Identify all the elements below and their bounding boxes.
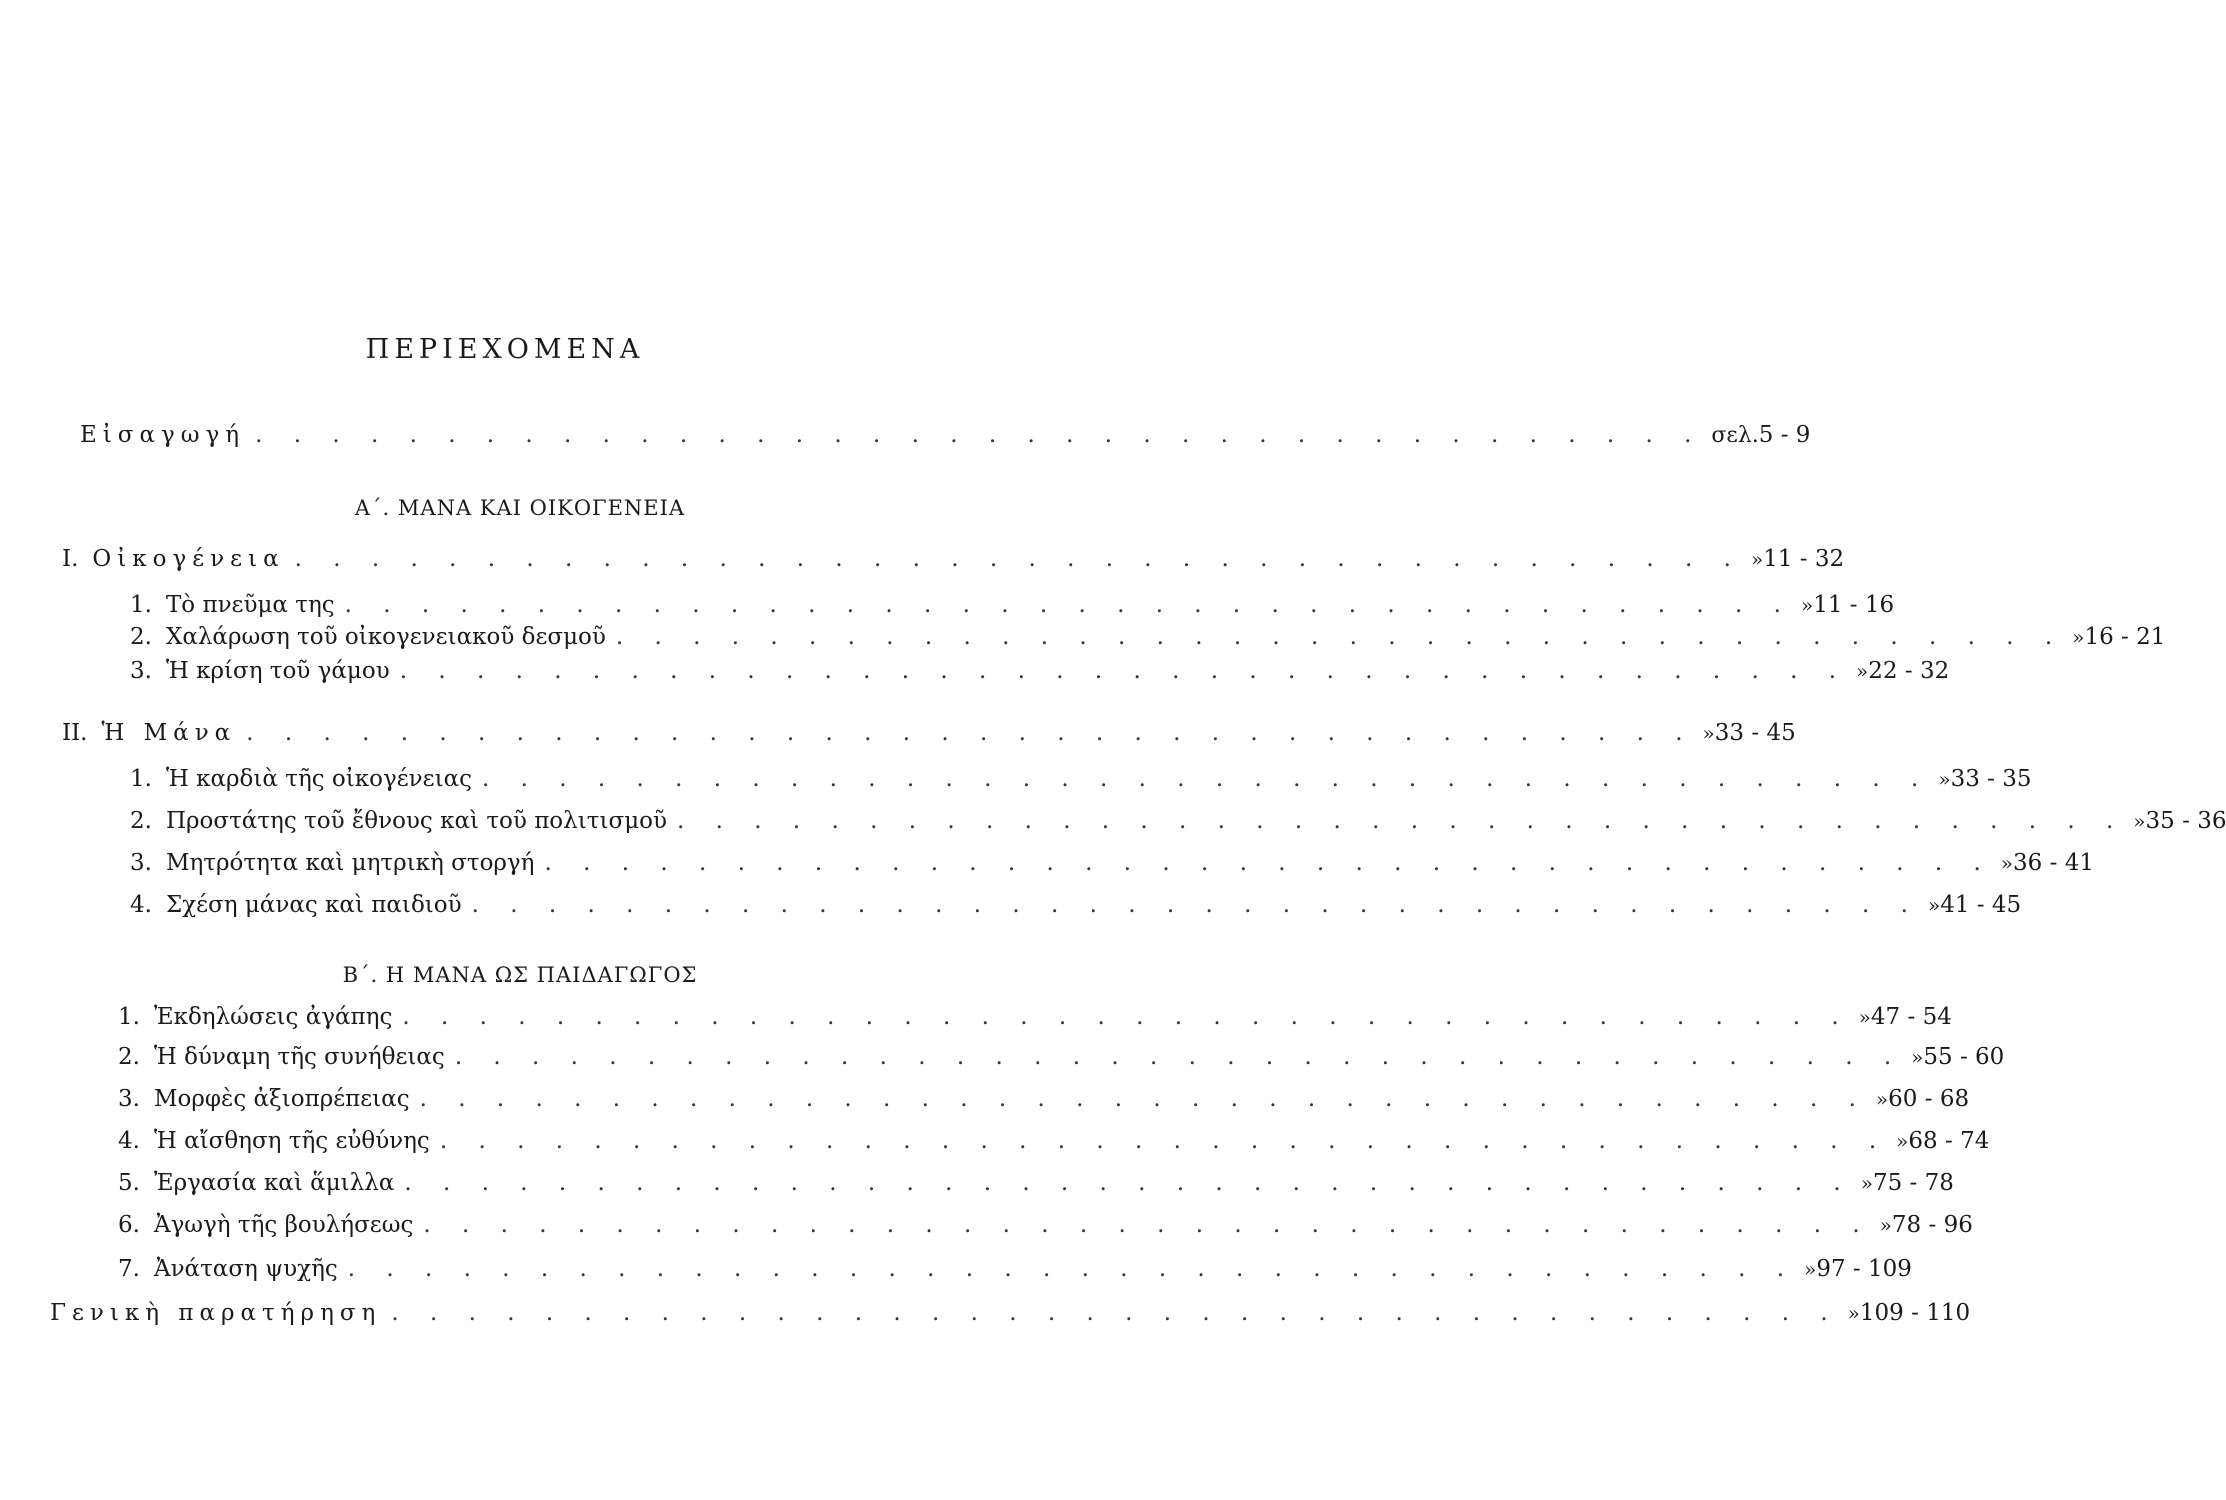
- toc-label: Γενικὴ παρατήρηση: [50, 1300, 382, 1326]
- toc-number: 4.: [118, 1128, 140, 1154]
- toc-number: 5.: [118, 1170, 140, 1196]
- ditto-mark: »: [1702, 721, 1715, 745]
- toc-label: Ἡ Μάνα: [101, 720, 237, 746]
- ditto-mark: »: [1896, 1129, 1909, 1153]
- leader-dots: . . . . . . . . . . . . . . . . . . . . . . . . . . . . . . . . . . . . . .: [404, 1170, 1853, 1196]
- toc-entry[interactable]: [130, 892, 2022, 926]
- toc-entry[interactable]: [118, 1128, 1990, 1162]
- leader-dots: . . . . . . . . . . . . . . . . . . . . . . . . . . . . . . . . . . . . . .: [615, 624, 2065, 650]
- toc-number: 3.: [130, 658, 152, 684]
- page-range: 16 - 21: [2084, 624, 2166, 650]
- toc-number: 3.: [130, 850, 152, 876]
- toc-label: Οἰκογένεια: [92, 546, 285, 572]
- page-range: 22 - 32: [1868, 658, 1950, 684]
- toc-number: ΙΙ.: [62, 720, 88, 746]
- toc-number: 1.: [118, 1004, 140, 1030]
- page-range: 41 - 45: [1940, 892, 2022, 918]
- page-range: 47 - 54: [1870, 1004, 1952, 1030]
- page-range: 97 - 109: [1816, 1256, 1912, 1282]
- leader-dots: . . . . . . . . . . . . . . . . . . . . . . . . . . . . . . . . . . . . . .: [482, 766, 1931, 792]
- page-range: 33 - 45: [1714, 720, 1796, 746]
- page-title: ΠΕΡΙΕΧΟΜΕΝΑ: [365, 334, 645, 365]
- leader-dots: . . . . . . . . . . . . . . . . . . . . . . . . . . . . . . . . . . . . . .: [344, 592, 1793, 618]
- ditto-mark: »: [1858, 1005, 1871, 1029]
- page-abbrev: σελ.: [1711, 423, 1759, 448]
- toc-label: Ἡ δύναμη τῆς συνήθειας: [153, 1044, 445, 1070]
- toc-entry-general[interactable]: [50, 1300, 1971, 1334]
- toc-entry[interactable]: [130, 592, 1895, 626]
- ditto-mark: »: [1847, 1301, 1860, 1325]
- toc-entry[interactable]: [118, 1086, 1970, 1120]
- page-range: 36 - 41: [2013, 850, 2094, 876]
- page-range: 35 - 36: [2145, 808, 2226, 834]
- toc-entry-chapter-1[interactable]: [62, 546, 1845, 580]
- ditto-mark: »: [1860, 1171, 1873, 1195]
- toc-entry-chapter-2[interactable]: [62, 720, 1796, 754]
- ditto-mark: »: [2133, 809, 2146, 833]
- page-range: 68 - 74: [1908, 1128, 1990, 1154]
- toc-label: Ἐκδηλώσεις ἀγάπης: [153, 1004, 393, 1030]
- leader-dots: . . . . . . . . . . . . . . . . . . . . . . . . . . . . . . . . . . . . . .: [544, 850, 1993, 876]
- page-range: 109 - 110: [1859, 1300, 1971, 1326]
- toc-number: 2.: [130, 624, 152, 650]
- leader-dots: . . . . . . . . . . . . . . . . . . . . . . . . . . . . . . . . . . . . . .: [399, 658, 1849, 684]
- toc-entry[interactable]: [118, 1256, 1912, 1290]
- page-range: 11 - 32: [1763, 546, 1845, 572]
- page-range: 55 - 60: [1923, 1044, 2005, 1070]
- leader-dots: . . . . . . . . . . . . . . . . . . . . . . . . . . . . . . . . . . . . . .: [439, 1128, 1889, 1154]
- leader-dots: . . . . . . . . . . . . . . . . . . . . . . . . . . . . . . . . . . . . . .: [391, 1300, 1840, 1326]
- toc-entry[interactable]: [118, 1044, 2005, 1078]
- toc-entry[interactable]: [130, 624, 2166, 658]
- leader-dots: . . . . . . . . . . . . . . . . . . . . . . . . . . . . . . . . . . . . . .: [246, 720, 1695, 746]
- leader-dots: . . . . . . . . . . . . . . . . . . . . . . . . . . . . . . . . . . . . . .: [676, 808, 2126, 834]
- ditto-mark: »: [1938, 767, 1951, 791]
- page-range: 33 - 35: [1950, 766, 2032, 792]
- toc-label: Εἰσαγωγή: [80, 422, 246, 448]
- toc-label: Σχέση μάνας καὶ παιδιοῦ: [165, 892, 462, 918]
- section-heading-a: Α΄. ΜΑΝΑ ΚΑΙ ΟΙΚΟΓΕΝΕΙΑ: [354, 496, 686, 520]
- ditto-mark: »: [1856, 659, 1869, 683]
- toc-label: Ἐργασία καὶ ἅμιλλα: [153, 1170, 395, 1196]
- toc-label: Ἡ καρδιὰ τῆς οἰκογένειας: [165, 766, 472, 792]
- ditto-mark: »: [2000, 851, 2014, 875]
- page-range: 11 - 16: [1813, 592, 1895, 618]
- leader-dots: . . . . . . . . . . . . . . . . . . . . . . . . . . . . . . . . . . . . . .: [454, 1044, 1904, 1070]
- leader-dots: . . . . . . . . . . . . . . . . . . . . . . . . . . . . . . . . . . . . . .: [255, 422, 1704, 448]
- leader-dots: . . . . . . . . . . . . . . . . . . . . . . . . . . . . . . . . . . . . . .: [402, 1004, 1851, 1030]
- toc-label: Ἡ κρίση τοῦ γάμου: [165, 658, 390, 684]
- leader-dots: . . . . . . . . . . . . . . . . . . . . . . . . . . . . . . . . . . . . . .: [347, 1256, 1797, 1282]
- section-heading-b: Β΄. Η ΜΑΝΑ ΩΣ ΠΑΙΔΑΓΩΓΟΣ: [342, 963, 698, 987]
- toc-entry[interactable]: [130, 808, 2226, 842]
- toc-entry[interactable]: [130, 766, 2032, 800]
- ditto-mark: »: [1750, 547, 1764, 571]
- leader-dots: . . . . . . . . . . . . . . . . . . . . . . . . . . . . . . . . . . . . . .: [294, 546, 1743, 572]
- ditto-mark: »: [1911, 1045, 1924, 1069]
- toc-number: 2.: [130, 808, 152, 834]
- toc-entry[interactable]: [118, 1212, 1973, 1246]
- page-range: 78 - 96: [1891, 1212, 1973, 1238]
- toc-number: 7.: [118, 1256, 140, 1282]
- toc-label: Ἡ αἴσθηση τῆς εὐθύνης: [153, 1128, 430, 1154]
- leader-dots: . . . . . . . . . . . . . . . . . . . . . . . . . . . . . . . . . . . . . .: [423, 1212, 1872, 1238]
- toc-number: 2.: [118, 1044, 140, 1070]
- ditto-mark: »: [1875, 1087, 1889, 1111]
- toc-number: 1.: [130, 766, 152, 792]
- toc-entry[interactable]: [118, 1170, 1954, 1204]
- toc-entry[interactable]: [130, 658, 1950, 692]
- toc-label: Μορφὲς ἀξιοπρέπειας: [153, 1086, 410, 1112]
- toc-label: Τὸ πνεῦμα της: [165, 592, 335, 618]
- toc-label: Χαλάρωση τοῦ οἰκογενειακοῦ δεσμοῦ: [165, 624, 606, 650]
- toc-label: Ἀγωγὴ τῆς βουλήσεως: [153, 1212, 414, 1238]
- toc-entry[interactable]: [118, 1004, 1952, 1038]
- toc-label: Προστάτης τοῦ ἔθνους καὶ τοῦ πολιτισμοῦ: [165, 808, 667, 834]
- page-range: 60 - 68: [1888, 1086, 1970, 1112]
- ditto-mark: »: [1800, 593, 1814, 617]
- page-range: 75 - 78: [1872, 1170, 1954, 1196]
- leader-dots: . . . . . . . . . . . . . . . . . . . . . . . . . . . . . . . . . . . . . .: [471, 892, 1920, 918]
- toc-label: Μητρότητα καὶ μητρικὴ στοργή: [165, 850, 535, 876]
- toc-number: 4.: [130, 892, 152, 918]
- toc-label: Ἀνάταση ψυχῆς: [153, 1256, 338, 1282]
- toc-entry[interactable]: [130, 850, 2094, 884]
- toc-entry-intro[interactable]: [80, 422, 1811, 456]
- leader-dots: . . . . . . . . . . . . . . . . . . . . . . . . . . . . . . . . . . . . . .: [419, 1086, 1868, 1112]
- toc-number: 3.: [118, 1086, 140, 1112]
- toc-number: Ι.: [62, 546, 79, 572]
- ditto-mark: »: [2072, 625, 2085, 649]
- page-range: 5 - 9: [1758, 422, 1811, 448]
- ditto-mark: »: [1879, 1213, 1892, 1237]
- toc-number: 6.: [118, 1212, 140, 1238]
- toc-number: 1.: [130, 592, 152, 618]
- ditto-mark: »: [1804, 1257, 1817, 1281]
- ditto-mark: »: [1927, 893, 1941, 917]
